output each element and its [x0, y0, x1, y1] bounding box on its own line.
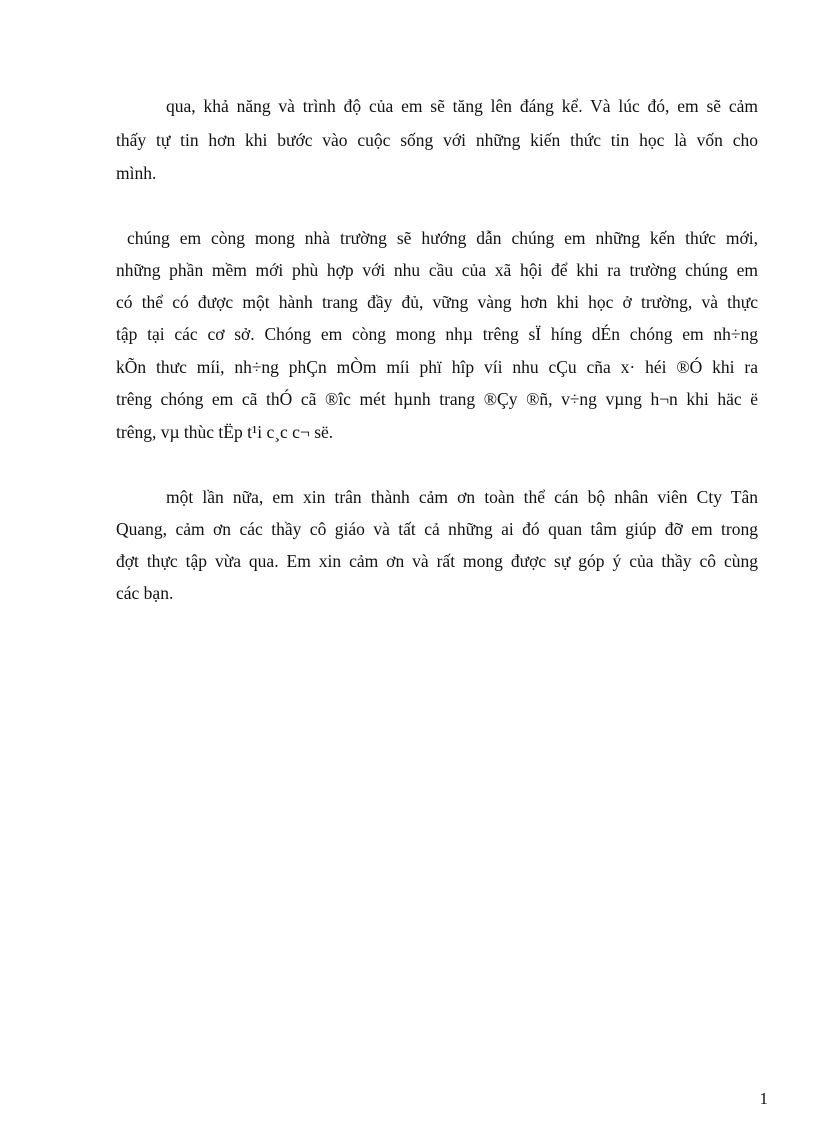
- page-number: 1: [759, 1089, 768, 1108]
- text-line: kÕn thưc míi, nh÷ng phÇn mÒm míi phï hîp víi nhu cÇu cña x· héi ®Ó khi ra: [116, 357, 758, 377]
- text-line: đợt thực tập vừa qua. Em xin cảm ơn và rất mong được sự góp ý của thầy cô cùng: [116, 551, 758, 571]
- text-line: trêng chóng em cã thÓ cã ®îc mét hµnh trang ®Çy ®ñ, v÷ng vµng h¬n khi häc ë: [116, 389, 758, 409]
- text-line: qua, khả năng và trình độ của em sẽ tăng lên đáng kể. Và lúc đó, em sẽ cảm: [166, 96, 758, 116]
- text-line: thấy tự tin hơn khi bước vào cuộc sống với những kiến thức tin học là vốn cho: [116, 130, 758, 150]
- text-line: các bạn.: [116, 583, 174, 603]
- text-line: chúng em còng mong nhà trường sẽ hướng dẫn chúng em những kến thức mới,: [127, 228, 758, 248]
- text-line: trêng, vµ thùc tËp t¹i c¸c c¬ së.: [116, 422, 334, 442]
- text-line: mình.: [116, 163, 157, 183]
- text-line: có thể có được một hành trang đầy đủ, vững vàng hơn khi học ở trường, và thực: [116, 292, 758, 312]
- text-line: tập tại các cơ sở. Chóng em còng mong nhµ trêng sÏ híng dÉn chóng em nh÷ng: [116, 324, 758, 344]
- text-line: những phần mềm mới phù hợp với nhu cầu của xã hội để khi ra trường chúng em: [116, 260, 758, 280]
- text-line: một lần nữa, em xin trân thành cảm ơn toàn thể cán bộ nhân viên Cty Tân: [166, 487, 758, 507]
- text-line: Quang, cảm ơn các thầy cô giáo và tất cả những ai đó quan tâm giúp đỡ em trong: [116, 519, 758, 539]
